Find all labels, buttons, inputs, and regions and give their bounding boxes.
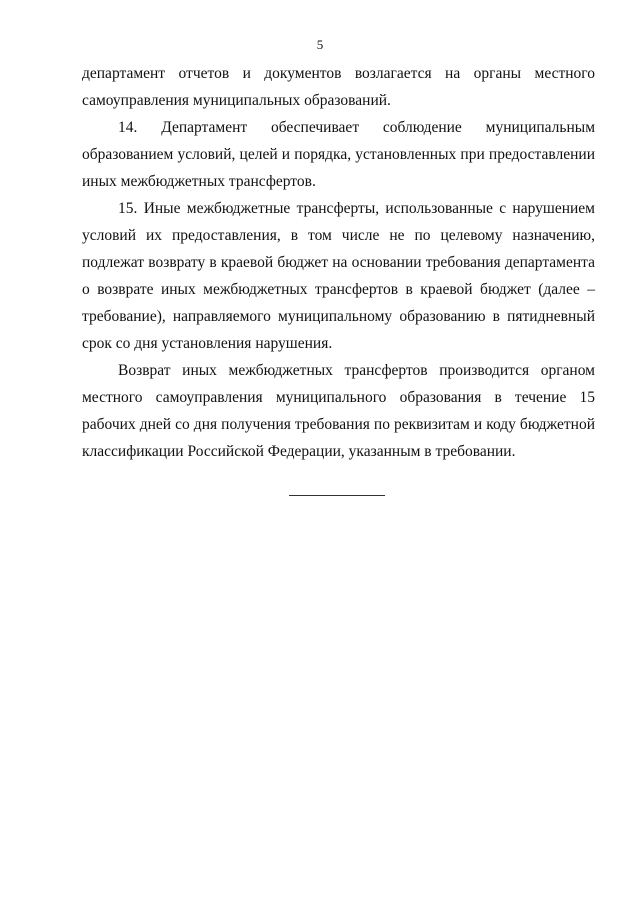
paragraph-15: 15. Иные межбюджетные трансферты, использованные с нарушением условий их предоставления, в том числе не по целевому назначению, подлежат возврату в краевой бюджет на основании требования департамента о возврате иных межбюджетных трансфертов в краевой бюджет (далее – требование), направляемого муниципальному образованию в пятидневный срок со дня установления нарушения. bbox=[82, 200, 595, 352]
paragraph-return: Возврат иных межбюджетных трансфертов производится органом местного самоуправления муниципального образования в течение 15 рабочих дней со дня получения требования по реквизитам и коду бюджетной классификации Российской Федерации, указанным в требовании. bbox=[82, 362, 595, 460]
paragraph-14: 14. Департамент обеспечивает соблюдение муниципальным образованием условий, целей и порядка, установленных при предоставлении иных межбюджетных трансфертов. bbox=[82, 119, 595, 190]
page-number: 5 bbox=[316, 37, 324, 52]
end-separator-line bbox=[289, 495, 385, 496]
document-body bbox=[82, 60, 595, 465]
paragraph-continuation: департамент отчетов и документов возлагается на органы местного самоуправления муниципальных образований. bbox=[82, 65, 595, 109]
